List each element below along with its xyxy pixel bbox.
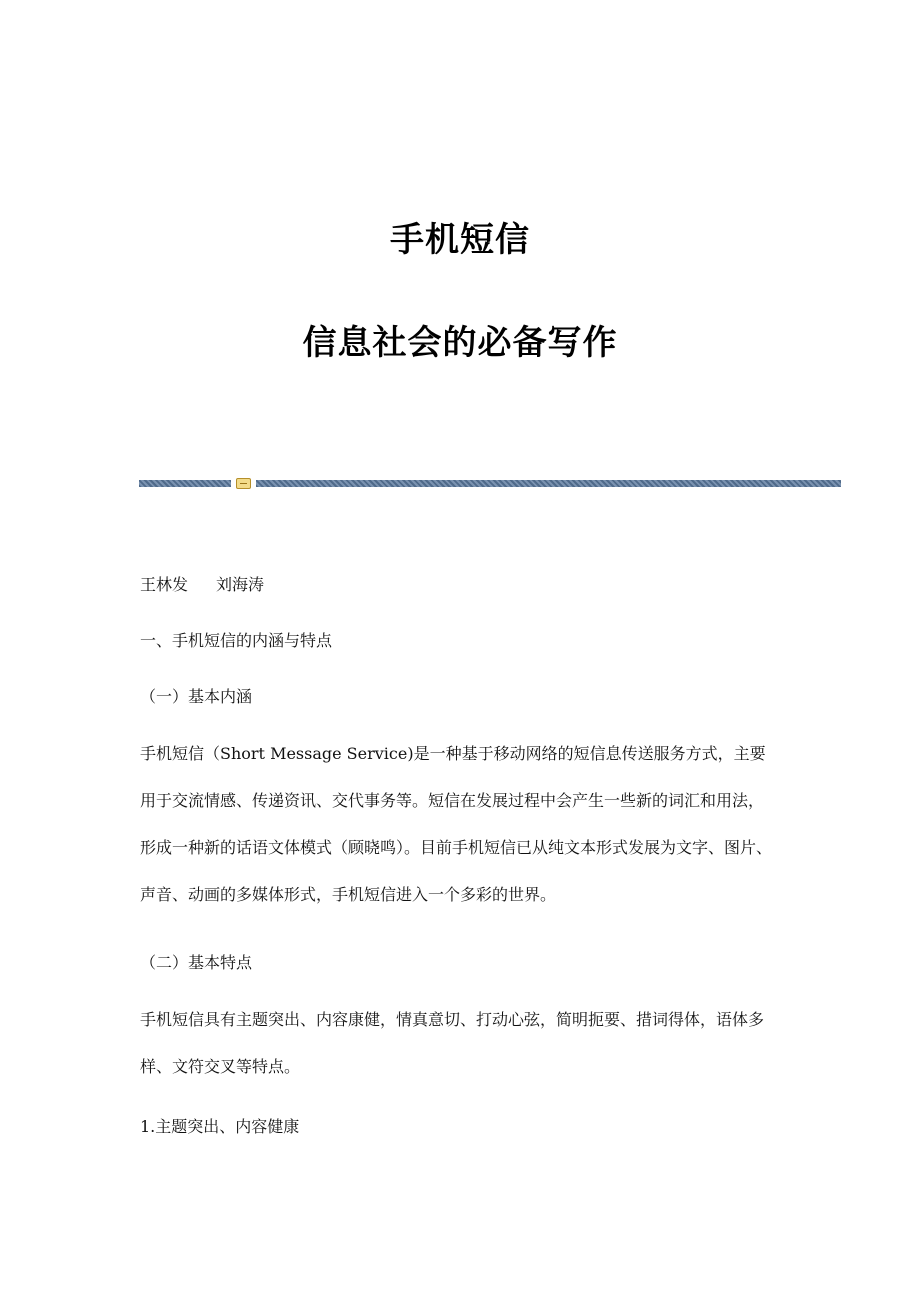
author-second: 刘海涛 <box>216 575 265 594</box>
document-title: 手机短信 <box>390 220 530 260</box>
ornament-icon <box>236 478 251 489</box>
item-heading-1: 1.主题突出、内容健康 <box>140 1117 300 1136</box>
section-heading: 一、手机短信的内涵与特点 <box>140 631 333 650</box>
paragraph-basic-features: 手机短信具有主题突出、内容康健，情真意切、打动心弦，简明扼要、措词得体，语体多样、文符交叉等特点。 <box>140 1010 765 1076</box>
subsection-heading-basic-meaning: （一）基本内涵 <box>140 687 253 706</box>
document-subtitle: 信息社会的必备写作 <box>302 323 618 363</box>
paragraph-basic-meaning: 手机短信（Short Message Service)是一种基于移动网络的短信息传送服务方式，主要用于交流情感、传递资讯、交代事务等。短信在发展过程中会产生一些新的词汇和用法，形成一种新的话语文体模式（顾晓鸣）。目前手机短信已从纯文本形式发展为文字、图片、声音、动画的多媒体形式，手机短信进入一个多彩的世界。 <box>140 744 773 904</box>
divider-bar-left <box>139 480 231 487</box>
author-first: 王林发 <box>140 575 189 594</box>
decorative-divider <box>139 478 841 490</box>
divider-bar-right <box>256 480 841 487</box>
author-line <box>140 570 775 600</box>
document-body <box>140 570 775 1168</box>
subsection-heading-basic-features: （二）基本特点 <box>140 953 253 972</box>
